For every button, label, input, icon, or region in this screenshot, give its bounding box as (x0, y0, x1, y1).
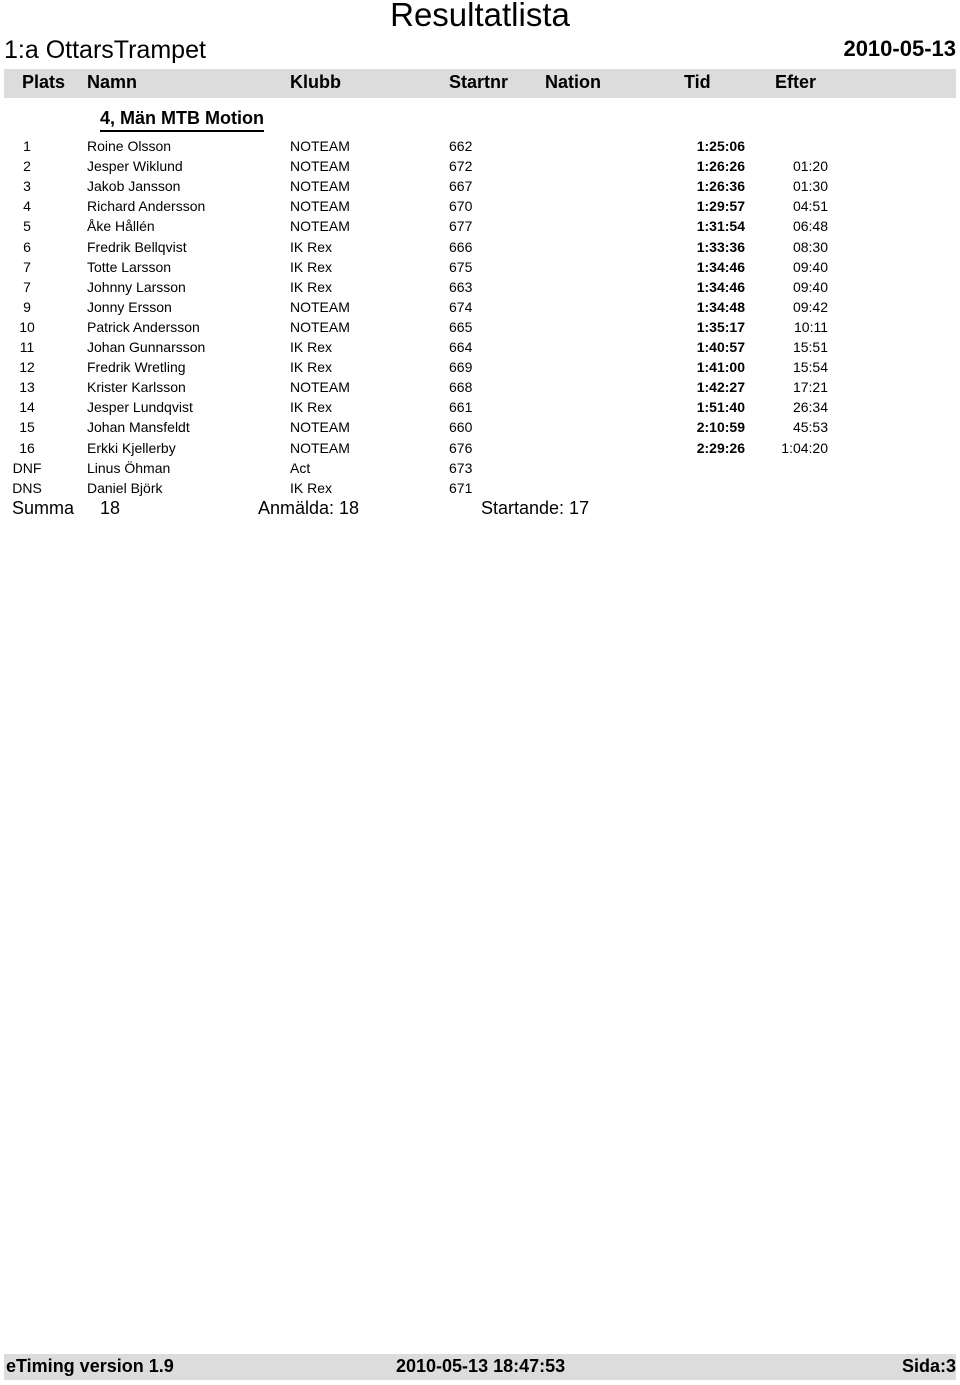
result-time: 1:29:57 (696, 198, 745, 215)
result-place: 3 (23, 178, 31, 195)
result-club: NOTEAM (290, 419, 350, 436)
result-club: Act (290, 459, 311, 476)
result-name: Krister Karlsson (87, 379, 186, 396)
result-club: NOTEAM (290, 178, 350, 195)
column-header-place: Plats (22, 72, 66, 92)
result-bib: 662 (449, 138, 473, 154)
result-behind: 09:40 (792, 278, 828, 295)
result-bib: 674 (449, 298, 473, 315)
summa-label: Summa (12, 498, 75, 518)
result-bib: 664 (449, 339, 473, 355)
page-title: Resultatlista (390, 0, 570, 33)
table-row (0, 319, 960, 339)
column-header-behind: Efter (775, 72, 817, 92)
result-name: Jakob Jansson (87, 178, 181, 195)
result-time: 1:51:40 (696, 399, 745, 416)
result-place: 15 (19, 419, 35, 436)
result-place: 12 (19, 359, 35, 376)
result-club: NOTEAM (290, 138, 350, 154)
result-place: 6 (23, 238, 31, 255)
result-bib: 667 (449, 178, 473, 195)
result-bib: 672 (449, 158, 473, 175)
result-name: Jonny Ersson (87, 298, 172, 315)
result-place: 13 (19, 379, 35, 396)
table-row (0, 299, 960, 319)
table-row (0, 460, 960, 480)
table-row (0, 440, 960, 460)
summa-value: 18 (100, 498, 121, 518)
result-bib: 663 (449, 278, 473, 295)
table-row (0, 359, 960, 379)
result-place: 7 (23, 278, 31, 295)
result-club: IK Rex (290, 359, 333, 376)
result-name: Daniel Björk (87, 479, 163, 496)
result-bib: 669 (449, 359, 473, 376)
result-time: 1:25:06 (696, 138, 745, 154)
column-header-bib: Startnr (449, 72, 509, 92)
result-club: NOTEAM (290, 439, 350, 456)
result-name: Jesper Wiklund (87, 158, 183, 175)
result-behind: 1:04:20 (781, 439, 828, 456)
result-place: 1 (23, 138, 31, 154)
result-club: IK Rex (290, 258, 333, 275)
result-time: 1:34:46 (696, 278, 745, 295)
result-behind: 06:48 (792, 218, 828, 235)
table-row (0, 218, 960, 238)
result-place: 4 (23, 198, 31, 215)
starters-count: Startande: 17 (481, 498, 590, 518)
result-bib: 661 (449, 399, 473, 416)
result-name: Jesper Lundqvist (87, 399, 193, 416)
result-club: IK Rex (290, 399, 333, 416)
result-behind: 09:42 (792, 298, 828, 315)
result-name: Åke Hållén (87, 218, 155, 235)
result-bib: 666 (449, 238, 473, 255)
result-bib: 670 (449, 198, 473, 215)
table-row (0, 239, 960, 259)
result-place: 7 (23, 258, 31, 275)
result-behind: 26:34 (792, 399, 828, 416)
table-row (0, 198, 960, 218)
result-bib: 673 (449, 459, 473, 476)
table-row (0, 158, 960, 178)
result-club: NOTEAM (290, 298, 350, 315)
result-time: 1:26:26 (696, 158, 745, 175)
result-club: IK Rex (290, 238, 333, 255)
event-name: 1:a OttarsTrampet (4, 36, 206, 64)
result-name: Johan Gunnarsson (87, 339, 206, 355)
column-header-time: Tid (684, 72, 711, 92)
class-heading: 4, Män MTB Motion (100, 108, 264, 132)
column-header-club: Klubb (290, 72, 341, 92)
result-place: 11 (19, 339, 35, 355)
column-header-nation: Nation (545, 72, 601, 92)
result-behind: 08:30 (792, 238, 828, 255)
result-name: Richard Andersson (87, 198, 206, 215)
table-row (0, 259, 960, 279)
result-club: NOTEAM (290, 218, 350, 235)
result-club: NOTEAM (290, 198, 350, 215)
result-bib: 671 (449, 479, 473, 496)
result-bib: 677 (449, 218, 473, 235)
result-time: 1:26:36 (696, 178, 745, 195)
result-time: 1:34:48 (696, 298, 745, 315)
result-behind: 17:21 (792, 379, 828, 396)
result-name: Fredrik Wretling (87, 359, 186, 376)
result-bib: 675 (449, 258, 473, 275)
result-bib: 668 (449, 379, 473, 396)
result-time: 1:42:27 (696, 379, 745, 396)
result-place: 14 (19, 399, 35, 416)
result-name: Patrick Andersson (87, 318, 200, 335)
result-bib: 665 (449, 318, 473, 335)
result-behind: 15:51 (792, 339, 828, 355)
result-name: Totte Larsson (87, 258, 172, 275)
result-name: Roine Olsson (87, 138, 172, 154)
result-place: 5 (23, 218, 31, 235)
result-place: 9 (23, 298, 31, 315)
result-behind: 45:53 (792, 419, 828, 436)
table-row (0, 178, 960, 198)
result-behind: 09:40 (792, 258, 828, 275)
result-behind: 01:30 (792, 178, 828, 195)
table-row (0, 138, 960, 158)
result-time: 2:10:59 (696, 419, 745, 436)
result-club: NOTEAM (290, 318, 350, 335)
result-behind: 01:20 (792, 158, 828, 175)
footer-timestamp: 2010-05-13 18:47:53 (396, 1356, 566, 1376)
footer-page: Sida:3 (901, 1356, 956, 1376)
result-bib: 660 (449, 419, 473, 436)
footer-version: eTiming version 1.9 (6, 1356, 174, 1376)
event-date: 2010-05-13 (843, 36, 956, 61)
table-row (0, 339, 960, 359)
table-row (0, 480, 960, 500)
result-name: Erkki Kjellerby (87, 439, 176, 456)
result-time: 1:31:54 (696, 218, 745, 235)
result-bib: 676 (449, 439, 473, 456)
result-name: Linus Öhman (87, 459, 171, 476)
result-time: 2:29:26 (696, 439, 745, 456)
result-place: 2 (23, 158, 31, 175)
result-behind: 04:51 (792, 198, 828, 215)
result-time: 1:34:46 (696, 258, 745, 275)
table-row (0, 279, 960, 299)
result-time: 1:35:17 (696, 318, 745, 335)
result-club: NOTEAM (290, 158, 350, 175)
result-place: 16 (19, 439, 35, 456)
result-behind: 15:54 (792, 359, 828, 376)
result-time: 1:40:57 (696, 339, 745, 355)
result-club: IK Rex (290, 479, 333, 496)
column-header-name: Namn (87, 72, 138, 92)
result-name: Fredrik Bellqvist (87, 238, 187, 255)
result-time: 1:33:36 (696, 238, 745, 255)
result-place: 10 (19, 318, 35, 335)
table-row (0, 419, 960, 439)
result-club: IK Rex (290, 278, 333, 295)
result-place: DNS (12, 479, 42, 496)
result-time: 1:41:00 (696, 359, 745, 376)
table-row (0, 399, 960, 419)
result-club: NOTEAM (290, 379, 350, 396)
result-club: IK Rex (290, 339, 333, 355)
result-name: Johan Mansfeldt (87, 419, 190, 436)
table-row (0, 379, 960, 399)
result-behind: 10:11 (794, 318, 828, 335)
result-place: DNF (12, 459, 42, 476)
result-name: Johnny Larsson (87, 278, 186, 295)
registered-count: Anmälda: 18 (258, 498, 360, 518)
